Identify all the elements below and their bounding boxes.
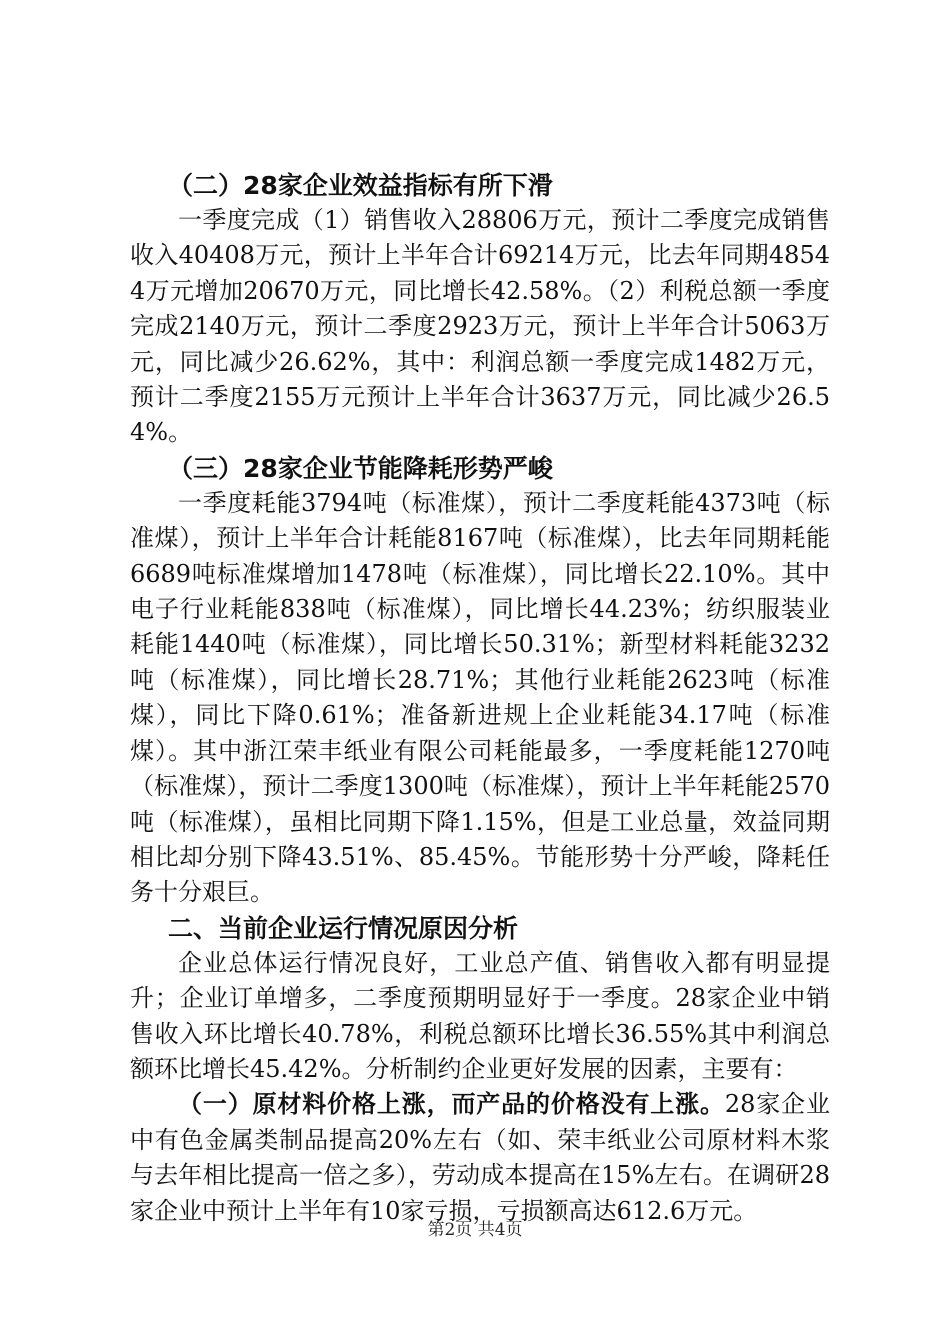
section-heading-energy: （三）28家企业节能降耗形势严峻 xyxy=(168,453,553,483)
section-heading-benefit: （二）28家企业效益指标有所下滑 xyxy=(168,171,553,200)
section-body-benefit: 一季度完成（1）销售收入28806万元，预计二季度完成销售收入40408万元，预计上半年合计69214万元，比去年同期48544万元增加20670万元，同比增长42.58%。（2）利税总额一季度完成2140万元，预计二季度2923万元，预计上半年合计5063万元，同比减少26.62%，其中：利润总额一季度完成1482万元，预计二季度2155万元预计上半年合计3637万元，同比减少26.54%。 xyxy=(130,206,830,447)
section-body-analysis: 企业总体运行情况良好，工业总产值、销售收入都有明显提升；企业订单增多，二季度预期明显好于一季度。28家企业中销售收入环比增长40.78%，利税总额环比增长36.55%其中利润总额环比增长45.42%。分析制约企业更好发展的因素，主要有： xyxy=(130,948,830,1083)
factor-body-raw-materials: 28家企业中有色金属类制品提高20%左右（如、荣丰纸业公司原材料木浆与去年相比提高一倍之多），劳动成本提高在15%左右。在调研28家企业中预计上半年有10家亏损，亏损额高达612.6万元。 xyxy=(130,1090,831,1225)
page-footer: 第2页 共4页 xyxy=(427,1220,523,1240)
document-page xyxy=(130,168,830,1229)
factor-paragraph-raw-materials xyxy=(130,1087,830,1229)
factor-lead-raw-materials: （一）原材料价格上涨，而产品的价格没有上涨。 xyxy=(178,1090,725,1119)
section-body-energy: 一季度耗能3794吨（标准煤），预计二季度耗能4373吨（标准煤），预计上半年合计耗能8167吨（标准煤），比去年同期耗能6689吨标准煤增加1478吨（标准煤），同比增长22.10%。其中电子行业耗能838吨（标准煤），同比增长44.23%；纺织服装业耗能1440吨（标准煤），同比增长50.31%；新型材料耗能3232吨（标准煤），同比增长28.71%；其他行业耗能2623吨（标准煤），同比下降0.61%；准备新进规上企业耗能34.17吨（标准煤）。其中浙江荣丰纸业有限公司耗能最多，一季度耗能1270吨（标准煤），预计二季度1300吨（标准煤），预计上半年耗能2570吨（标准煤），虽相比同期下降1.15%，但是工业总量，效益同期相比却分别下降43.51%、85.45%。节能形势十分严峻，降耗任务十分艰巨。 xyxy=(130,488,830,907)
section-heading-analysis: 二、当前企业运行情况原因分析 xyxy=(168,913,519,943)
